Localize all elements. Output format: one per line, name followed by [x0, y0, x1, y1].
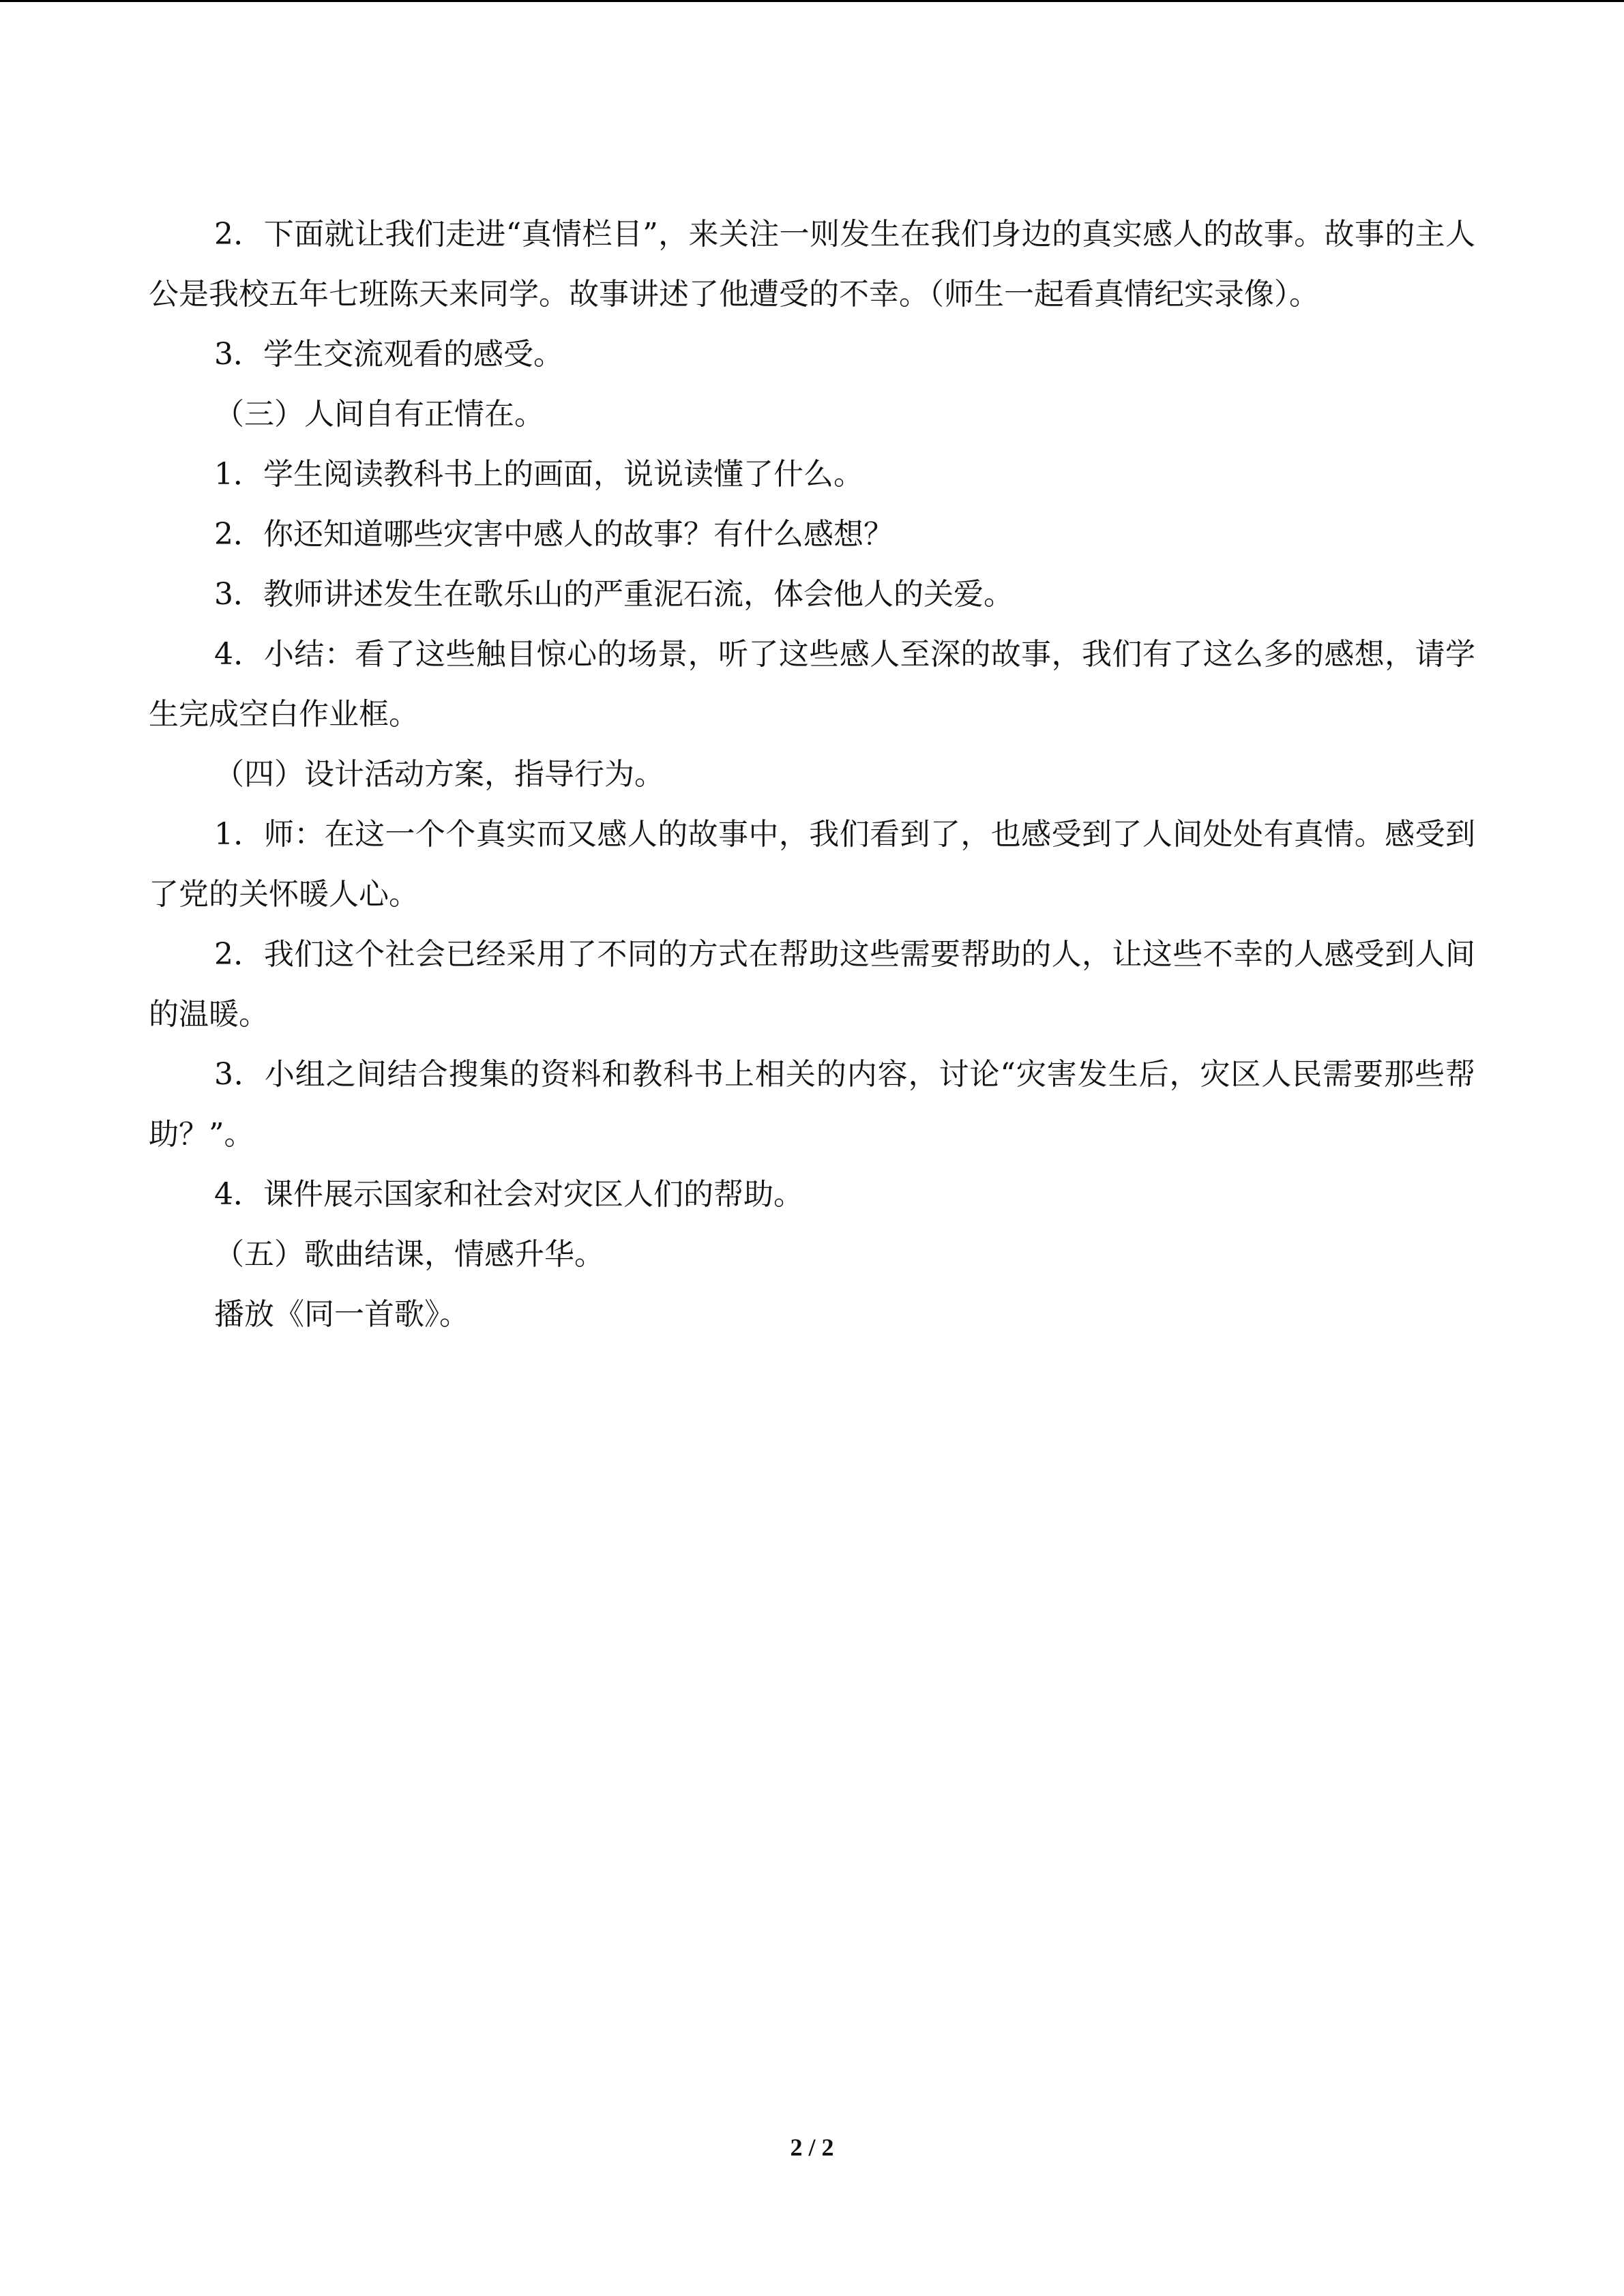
paragraph-intro-story: 2．下面就让我们走进“真情栏目”，来关注一则发生在我们身边的真实感人的故事。故事的主人公是我校五年七班陈天来同学。故事讲述了他遭受的不幸。（师生一起看真情纪实录像）。 [149, 217, 1475, 312]
section-heading-five: （五）歌曲结课，情感升华。 [214, 1237, 604, 1272]
paragraph-share-feelings: 3．学生交流观看的感受。 [214, 337, 563, 372]
document-body [149, 205, 1475, 1345]
page-number: 2 / 2 [790, 2134, 834, 2161]
paragraph-group-discussion: 3．小组之间结合搜集的资料和教科书上相关的内容，讨论“灾害发生后，灾区人民需要那些帮助？”。 [149, 1057, 1475, 1152]
section-heading-three: （三）人间自有正情在。 [214, 397, 544, 432]
paragraph-play-song: 播放《同一首歌》。 [214, 1297, 469, 1332]
paragraph-summary: 4．小结：看了这些触目惊心的场景，听了这些感人至深的故事，我们有了这么多的感想，请学生完成空白作业框。 [149, 637, 1475, 732]
paragraph-society-helps: 2．我们这个社会已经采用了不同的方式在帮助这些需要帮助的人，让这些不幸的人感受到人间的温暖。 [149, 937, 1475, 1032]
paragraph-other-stories: 2．你还知道哪些灾害中感人的故事？有什么感想？ [214, 517, 894, 552]
section-heading-four: （四）设计活动方案，指导行为。 [214, 757, 664, 792]
paragraph-read-pictures: 1．学生阅读教科书上的画面，说说读懂了什么。 [214, 457, 863, 492]
top-border-line [0, 0, 1624, 2]
paragraph-courseware-display: 4．课件展示国家和社会对灾区人们的帮助。 [214, 1177, 803, 1212]
paragraph-teacher-remarks: 1．师：在这一个个真实而又感人的故事中，我们看到了，也感受到了人间处处有真情。感受到了党的关怀暖人心。 [149, 817, 1475, 912]
paragraph-teacher-narrates: 3．教师讲述发生在歌乐山的严重泥石流，体会他人的关爱。 [214, 577, 1014, 612]
